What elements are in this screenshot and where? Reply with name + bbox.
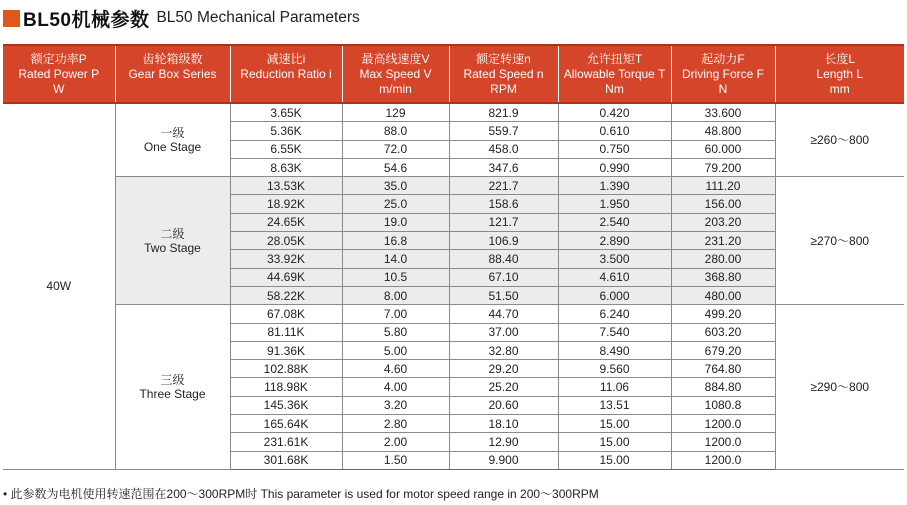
value-cell: 25.0 [342,195,449,213]
value-cell: 203.20 [671,213,775,231]
value-cell: 20.60 [449,396,558,414]
value-cell: 1080.8 [671,396,775,414]
table-body [3,103,904,469]
value-cell: 7.00 [342,305,449,323]
value-cell: 3.500 [558,250,671,268]
value-cell: 44.70 [449,305,558,323]
value-cell: 10.5 [342,268,449,286]
value-cell: 106.9 [449,232,558,250]
value-cell: 28.05K [230,232,342,250]
value-cell: 6.55K [230,140,342,158]
value-cell: 1200.0 [671,451,775,469]
column-header-zh: 起动力F [701,51,745,66]
stage-label-en: One Stage [143,140,202,155]
column-header-zh: 长度L [824,51,856,66]
value-cell: 280.00 [671,250,775,268]
value-cell: 8.63K [230,158,342,176]
value-cell: 1200.0 [671,433,775,451]
value-cell: 165.64K [230,415,342,433]
column-header-en: Gear Box Series [128,66,217,81]
value-cell: 5.36K [230,122,342,140]
value-cell: 19.0 [342,213,449,231]
value-cell: 0.990 [558,158,671,176]
value-cell: 0.420 [558,103,671,122]
value-cell: 12.90 [449,433,558,451]
value-cell: 2.540 [558,213,671,231]
table-row [3,305,904,323]
column-header-unit: W [53,81,65,96]
value-cell: 88.0 [342,122,449,140]
value-cell: 347.6 [449,158,558,176]
value-cell: 15.00 [558,451,671,469]
value-cell: 121.7 [449,213,558,231]
value-cell: 37.00 [449,323,558,341]
value-cell: 118.98K [230,378,342,396]
value-cell: 2.80 [342,415,449,433]
value-cell: 35.0 [342,177,449,195]
value-cell: 679.20 [671,341,775,359]
column-header-unit [231,82,342,97]
stage-label-zh: 二级 [160,226,185,241]
stage-label-zh: 三级 [160,373,185,388]
value-cell: 15.00 [558,433,671,451]
value-cell: 2.890 [558,232,671,250]
value-cell: 79.200 [671,158,775,176]
stage-label-en: Two Stage [144,240,201,255]
value-cell: 368.80 [671,268,775,286]
table-row [3,103,904,122]
section-title [3,5,360,31]
value-cell: 884.80 [671,378,775,396]
column-header-en: Reduction Ratio i [240,66,332,81]
value-cell: 29.20 [449,360,558,378]
value-cell: 5.00 [342,341,449,359]
value-cell: 16.8 [342,232,449,250]
value-cell: 6.240 [558,305,671,323]
value-cell: 24.65K [230,213,342,231]
value-cell: 129 [342,103,449,122]
value-cell: 145.36K [230,396,342,414]
column-header-unit: N [718,81,728,96]
value-cell: 6.000 [558,286,671,304]
length-range-cell: ≥290～800 [775,305,904,470]
value-cell: 60.000 [671,140,775,158]
value-cell: 764.80 [671,360,775,378]
column-header [115,45,230,103]
value-cell: 44.69K [230,268,342,286]
value-cell: 18.92K [230,195,342,213]
value-cell: 603.20 [671,323,775,341]
value-cell: 15.00 [558,415,671,433]
value-cell: 51.50 [449,286,558,304]
column-header-zh: 最高线速度V [361,51,430,66]
value-cell: 559.7 [449,122,558,140]
length-range-cell: ≥270～800 [775,177,904,305]
column-header-zh: 齿轮箱级数 [142,51,203,66]
value-cell: 0.610 [558,122,671,140]
gear-stage-cell [115,103,230,177]
value-cell: 67.08K [230,305,342,323]
column-header-en: Allowable Torque T [563,66,666,81]
value-cell: 33.92K [230,250,342,268]
length-range-cell: ≥260～800 [775,103,904,177]
column-header-unit: mm [829,81,850,96]
column-header [230,45,342,103]
value-cell: 102.88K [230,360,342,378]
value-cell: 221.7 [449,177,558,195]
column-header-zh: 减速比i [266,51,306,66]
value-cell: 32.80 [449,341,558,359]
value-cell: 88.40 [449,250,558,268]
gear-stage-cell [115,177,230,305]
column-header-unit [116,82,230,97]
value-cell: 231.61K [230,433,342,451]
value-cell: 231.20 [671,232,775,250]
value-cell: 1200.0 [671,415,775,433]
value-cell: 13.51 [558,396,671,414]
value-cell: 5.80 [342,323,449,341]
value-cell: 1.390 [558,177,671,195]
column-header-unit: Nm [605,81,624,96]
value-cell: 91.36K [230,341,342,359]
value-cell: 480.00 [671,286,775,304]
value-cell: 67.10 [449,268,558,286]
value-cell: 458.0 [449,140,558,158]
header-row [3,45,904,103]
value-cell: 4.60 [342,360,449,378]
value-cell: 1.50 [342,451,449,469]
column-header-zh: 额定转速n [476,51,531,66]
value-cell: 25.20 [449,378,558,396]
stage-label-en: Three Stage [139,387,206,402]
footnote: • 此参数为电机使用转速范围在200～300RPM时 This parameter is used for motor speed range in 200～300RPM [3,487,599,501]
value-cell: 9.900 [449,451,558,469]
column-header-en: Driving Force F [681,66,764,81]
value-cell: 14.0 [342,250,449,268]
value-cell: 8.490 [558,341,671,359]
value-cell: 0.750 [558,140,671,158]
column-header-unit: RPM [490,81,517,96]
value-cell: 18.10 [449,415,558,433]
column-header-en: Rated Power P [18,66,100,81]
value-cell: 11.06 [558,378,671,396]
value-cell: 156.00 [671,195,775,213]
title-chinese: BL50机械参数 [23,9,150,31]
column-header-en: Max Speed V [359,66,432,81]
column-header [775,45,904,103]
column-header-en: Length L [816,66,864,81]
value-cell: 3.20 [342,396,449,414]
value-cell: 1.950 [558,195,671,213]
value-cell: 81.11K [230,323,342,341]
column-header-unit: m/min [379,81,412,96]
column-header [342,45,449,103]
value-cell: 54.6 [342,158,449,176]
mechanical-parameters-table [3,44,904,470]
value-cell: 499.20 [671,305,775,323]
value-cell: 111.20 [671,177,775,195]
value-cell: 4.00 [342,378,449,396]
title-marker-square [3,10,20,27]
column-header-zh: 允许扭矩T [586,51,643,66]
rated-power-cell: 40W [3,103,115,469]
value-cell: 2.00 [342,433,449,451]
column-header [558,45,671,103]
value-cell: 9.560 [558,360,671,378]
gear-stage-cell [115,305,230,470]
value-cell: 158.6 [449,195,558,213]
value-cell: 48.800 [671,122,775,140]
stage-label-zh: 一级 [160,126,185,141]
column-header [671,45,775,103]
value-cell: 33.600 [671,103,775,122]
column-header [449,45,558,103]
title-english: BL50 Mechanical Parameters [156,9,360,26]
column-header-zh: 额定功率P [30,51,87,66]
value-cell: 72.0 [342,140,449,158]
column-header-en: Rated Speed n [463,66,544,81]
value-cell: 821.9 [449,103,558,122]
value-cell: 13.53K [230,177,342,195]
table-row [3,177,904,195]
column-header [3,45,115,103]
value-cell: 8.00 [342,286,449,304]
value-cell: 301.68K [230,451,342,469]
value-cell: 7.540 [558,323,671,341]
value-cell: 3.65K [230,103,342,122]
value-cell: 4.610 [558,268,671,286]
value-cell: 58.22K [230,286,342,304]
